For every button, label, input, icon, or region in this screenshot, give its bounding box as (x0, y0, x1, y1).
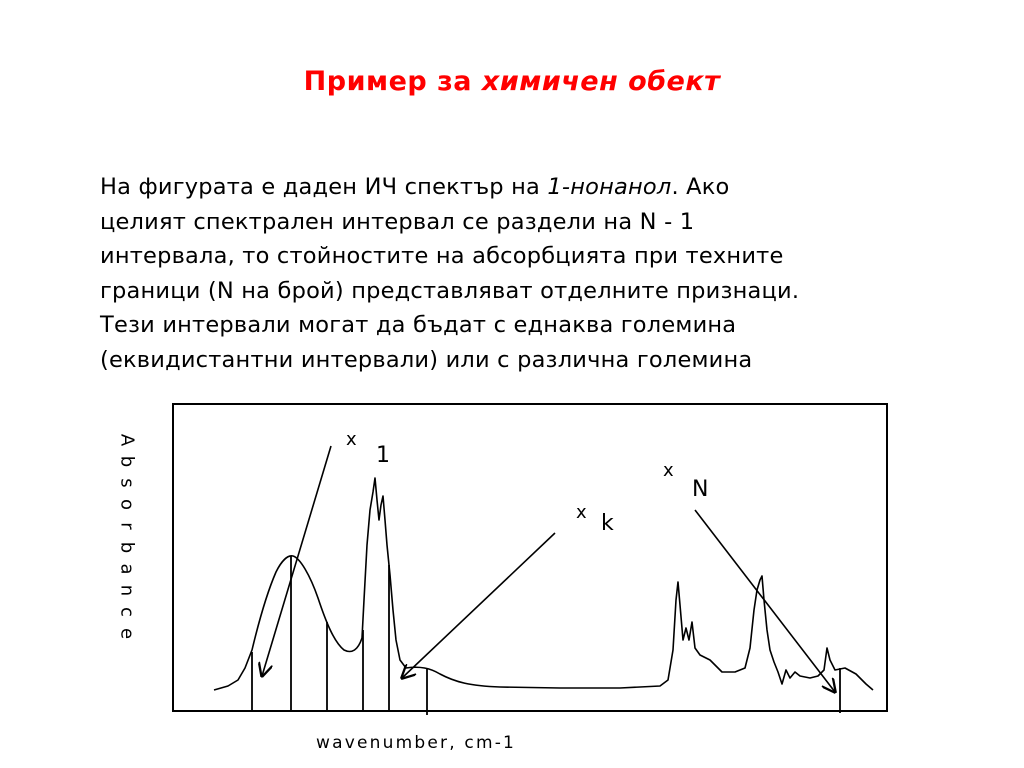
y-axis-label-letter: e (116, 627, 138, 640)
marker-arrow-xn (695, 510, 835, 692)
y-axis-label-letter: s (116, 478, 138, 488)
marker-subscript: 1 (376, 443, 390, 468)
marker-symbol: x (663, 460, 674, 481)
paragraph-line-3: интервала, то стойностите на абсорбцията при техните (100, 243, 784, 269)
paragraph-line-4: граници (N на брой) представляват отделните признаци. (100, 277, 800, 304)
marker-arrow-xk (402, 533, 555, 678)
y-axis-label-letter: r (116, 522, 138, 530)
marker-subscript: N (692, 477, 709, 502)
marker-symbol: x (576, 502, 587, 523)
paragraph-line-1-c: . Ако (671, 174, 730, 200)
paragraph-line-5: Тези интервали могат да бъдат с еднаква големина (100, 312, 737, 338)
marker-label-xn (663, 460, 708, 502)
title-plain: Пример за (303, 66, 482, 97)
x-axis-label: wavenumber, cm-1 (316, 733, 517, 753)
paragraph-line-2: целият спектрален интервал се раздели на N - 1 (100, 208, 695, 235)
spectrum-curve (214, 478, 873, 690)
marker-subscript: k (601, 511, 614, 536)
marker-label-xk (576, 502, 614, 536)
paragraph-line-6: (еквидистантни интервали) или с различна големина (100, 346, 753, 373)
title-italic: химичен обект (481, 66, 721, 97)
compound-name: 1-нонанол (547, 174, 672, 200)
y-axis-label-letter: A (116, 433, 138, 447)
paragraph-line-1-a: На фигурата е даден ИЧ спектър на (100, 174, 548, 200)
y-axis-label-letter: n (116, 584, 138, 597)
y-axis-label-letter: b (116, 541, 138, 554)
y-axis-label (117, 434, 138, 639)
y-axis-label-letter: c (116, 607, 138, 617)
marker-symbol: x (346, 429, 357, 450)
y-axis-label-letter: a (116, 563, 138, 575)
marker-arrow-x1 (262, 446, 331, 676)
marker-label-x1 (346, 429, 390, 468)
y-axis-label-letter: o (116, 498, 138, 511)
y-axis-label-letter: b (116, 455, 138, 468)
